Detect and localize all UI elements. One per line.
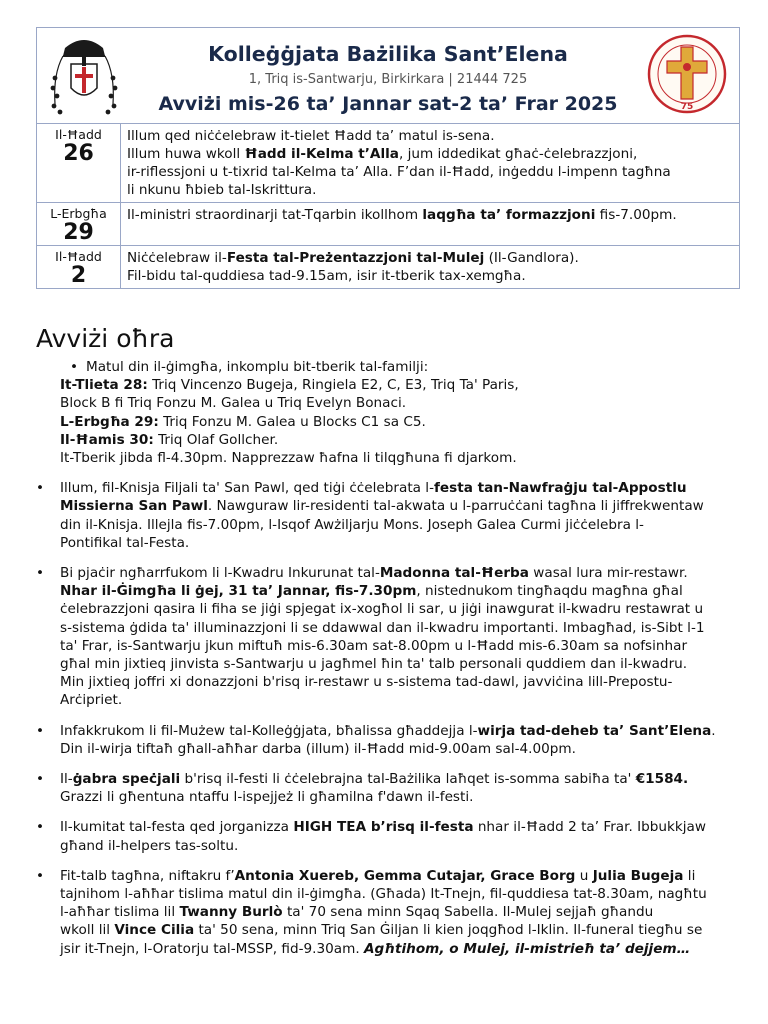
text-run: nhar il-Ħadd 2 ta’ Frar. Ibbukkjaw (473, 819, 706, 836)
text-run: Pontifikal tal-Festa. (60, 534, 190, 551)
day-cell (37, 246, 121, 288)
schedule-row (37, 124, 739, 203)
text-run: u (575, 867, 593, 884)
bold-text-run: €1584. (635, 771, 689, 788)
day-notice (121, 124, 739, 202)
day-number: 29 (63, 220, 94, 245)
street-line (60, 394, 742, 412)
text-run: Fil-bidu tal-quddiesa tad-9.15am, isir it-tberik tax-xemgħa. (127, 268, 526, 284)
bullet-icon: • (36, 480, 45, 497)
notice-line (60, 722, 742, 740)
text-run: Illum, fil-Knisja Filjali ta' San Pawl, qed tiġi ċċelebrata l- (60, 480, 434, 497)
notice-line (60, 582, 742, 600)
other-notices-list (36, 358, 742, 970)
text-run: Il-kumitat tal-festa qed jorganizza (60, 819, 294, 836)
notice-item (36, 867, 742, 958)
bold-text-run: wirja tad-deheb ta’ Sant’Elena (477, 722, 712, 739)
notice-line (127, 249, 739, 267)
notice-line (60, 740, 742, 758)
notice-line (60, 837, 742, 855)
header-frame (36, 27, 740, 289)
text-run: Triq Olaf Gollcher. (153, 431, 279, 448)
text-run: s-sistema ġdida ta' illuminazzjoni li se ddawwal dan il-kwadru importanti. Imbagħad, is-Sibt l-1 (60, 619, 705, 636)
bold-text-run: HIGH TEA b’risq il-festa (293, 819, 474, 836)
notice-line (60, 619, 742, 637)
cardinal-crest-icon (47, 34, 121, 118)
text-run: Infakkrukom li fil-Mużew tal-Kolleġġjata, bħalissa għaddejja l- (60, 722, 478, 739)
bold-text-run: Nhar il-Ġimgħa li ġej, 31 ta’ Jannar, fis-7.30pm (60, 583, 417, 600)
notice-line (60, 788, 742, 806)
notice-item (36, 818, 742, 854)
bold-text-run: Antonia Xuereb, Gemma Cutajar, Grace Borg (234, 867, 576, 884)
day-name: Il-Ħadd (55, 127, 102, 142)
day-notice (121, 246, 739, 288)
notice-line (60, 818, 742, 836)
day-cell (37, 124, 121, 202)
text-run: ta' Frar, is-Santwarju jkun miftuħ mis-6.30am sat-8.00pm u l-Ħadd mis-6.30am sa nofsinhar (60, 637, 688, 654)
bullet-icon: • (36, 867, 45, 884)
bullet-icon: • (36, 722, 45, 739)
schedule-row (37, 203, 739, 246)
text-run: . Nawguraw lir-residenti tal-akwata u l-parruċċani tagħna li jiffrekwentaw (207, 498, 704, 515)
notice-line (60, 516, 742, 534)
blessing-street-list (36, 376, 742, 467)
bold-text-run: Festa tal-Preżentazzjoni tal-Mulej (226, 250, 485, 266)
text-run: Fit-talb tagħna, niftakru f’ (60, 867, 235, 884)
text-run: Triq Vincenzo Bugeja, Ringiela E2, C, E3, Triq Ta' Paris, (147, 377, 519, 394)
text-run: ċelebrazzjoni qasira li fiha se jiġi spjegat ix-xogħol li sar, u jiġi inawgurat il-kwadru restawrat u (60, 601, 704, 618)
text-run: . (711, 722, 716, 739)
bold-text-run: Madonna tal-Ħerba (379, 565, 529, 582)
text-run: ir-riflessjoni u t-tixrid tal-Kelma ta’ Alla. F’dan il-Ħadd, inġeddu l-impenn tagħna (127, 164, 671, 180)
notice-line (60, 479, 742, 497)
bulletin-header (37, 28, 739, 124)
bulletin-date-range: Avviżi mis-26 ta’ Jannar sat-2 ta’ Frar 2025 (158, 93, 618, 115)
basilica-address: 1, Triq is-Santwarju, Birkirkara | 21444 725 (248, 72, 528, 87)
notice-line (60, 867, 742, 885)
street-line (60, 376, 742, 394)
basilica-anniversary-seal-icon (647, 31, 727, 117)
notice-item (36, 770, 742, 806)
notice-line (60, 564, 742, 582)
weekly-schedule (37, 124, 739, 288)
day-cell (37, 203, 121, 245)
notice-line (60, 921, 742, 939)
text-run: It-Tberik jibda fl-4.30pm. Napprezzaw ħafna li tilqgħuna fi djarkom. (60, 450, 517, 467)
text-run: ta' 50 sena, minn Triq San Ġiljan li kien joqgħod l-Iklin. Il-funeral tiegħu se (194, 922, 703, 939)
text-run: Din il-wirja tiftaħ għall-aħħar darba (illum) il-Ħadd mid-9.00am sal-4.00pm. (60, 740, 576, 757)
text-run: għand il-helpers tas-soltu. (60, 837, 239, 854)
bullet-icon: • (70, 359, 79, 375)
bold-text-run: Vince Cilia (114, 922, 195, 939)
notice-line (127, 267, 739, 285)
notice-line (60, 600, 742, 618)
notice-line (60, 673, 742, 691)
bold-italic-text-run: Agħtihom, o Mulej, il-mistrieħ ta’ dejjem… (364, 940, 691, 957)
notice-item (36, 722, 742, 758)
bold-text-run: Il-Ħamis 30: (60, 431, 154, 448)
text-run: jsir it-Tnejn, l-Oratorju tal-MSSP, fid-9.30am. (60, 940, 365, 957)
day-number: 26 (63, 141, 94, 166)
notice-line (127, 206, 739, 224)
bold-text-run: Ħadd il-Kelma t’Alla (244, 146, 399, 162)
schedule-row (37, 246, 739, 288)
text-run: ta' 70 sena minn Sqaq Sabella. Il-Mulej sejjaħ għandu (282, 904, 654, 921)
bullet-icon: • (36, 771, 45, 788)
bold-text-run: L-Erbgħa 29: (60, 413, 159, 430)
text-run: Il-ministri straordinarji tat-Tqarbin ikollhom (127, 207, 423, 223)
text-run: Niċċelebraw il- (127, 250, 227, 266)
text-run: tajnihom l-aħħar tislima matul din il-ġimgħa. (Għada) It-Tnejn, fil-quddiesa tat-8.30am, nagħtu (60, 886, 707, 903)
day-number: 2 (70, 263, 87, 288)
blessing-intro-item (36, 358, 742, 376)
text-run: , nistednukom tingħaqdu magħna għal (416, 583, 683, 600)
day-notice (121, 203, 739, 245)
text-run: Triq Fonzu M. Galea u Blocks C1 sa C5. (158, 413, 426, 430)
notice-line (60, 691, 742, 709)
day-name: L-Erbgħa (50, 206, 107, 221)
notice-line (60, 534, 742, 552)
bold-text-run: Twanny Burlò (179, 904, 283, 921)
blessing-intro-text: Matul din il-ġimgħa, inkomplu bit-tberik tal-familji: (86, 359, 429, 375)
text-run: wasal lura mir-restawr. (528, 565, 688, 582)
svg-text:75: 75 (680, 102, 694, 112)
text-run: Grazzi li għentuna ntaffu l-ispejjeż li għamilna f'dawn il-festi. (60, 789, 474, 806)
text-run: din il-Knisja. Illejla fis-7.00pm, l-Isqof Awżiljarju Mons. Joseph Galea Curmi jiċċelebra l- (60, 516, 644, 533)
text-run: li (683, 867, 696, 884)
bold-text-run: It-Tlieta 28: (60, 377, 148, 394)
text-run: fis-7.00pm. (595, 207, 677, 223)
text-run: Illum qed niċċelebraw it-tielet Ħadd ta’ matul is-sena. (127, 128, 495, 144)
text-run: wkoll lil (60, 922, 115, 939)
basilica-title: Kolleġġjata Bażilika Sant’Elena (208, 42, 568, 66)
text-run: , jum iddedikat għaċ-ċelebrazzjoni, (398, 146, 638, 162)
notice-line (60, 655, 742, 673)
notice-line (60, 885, 742, 903)
bullet-icon: • (36, 565, 45, 582)
bold-text-run: ġabra speċjali (72, 771, 181, 788)
notice-line (127, 163, 739, 181)
text-run: li nkunu ħbieb tal-Iskrittura. (127, 182, 317, 198)
notice-line (60, 637, 742, 655)
notice-line (127, 181, 739, 199)
bold-text-run: Missierna San Pawl (60, 498, 208, 515)
text-run: l-aħħar tislima lil (60, 904, 180, 921)
text-run: Min jixtieq joffri xi donazzjoni b'risq ir-restawr u s-sistema tad-dawl, javviċina lill-Prepostu- (60, 674, 673, 691)
other-notices-heading: Avviżi oħra (36, 324, 175, 353)
notice-line (60, 903, 742, 921)
text-run: (Il-Gandlora). (484, 250, 579, 266)
notice-item (36, 564, 742, 710)
notice-line (60, 497, 742, 515)
bold-text-run: festa tan-Nawfraġju tal-Appostlu (434, 480, 687, 497)
bold-text-run: laqgħa ta’ formazzjoni (422, 207, 596, 223)
bullet-icon: • (36, 819, 45, 836)
day-name: Il-Ħadd (55, 249, 102, 264)
text-run: Il- (60, 771, 73, 788)
notice-item (36, 479, 742, 552)
notice-items (36, 479, 742, 958)
street-line (60, 413, 742, 431)
text-run: b'risq il-festi li ċċelebrajna tal-Bażilika laħqet is-somma sabiħa ta' (180, 771, 636, 788)
notice-line (127, 145, 739, 163)
text-run: Bi pjaċir ngħarrfukom li l-Kwadru Inkurunat tal- (60, 565, 380, 582)
text-run: Block B fi Triq Fonzu M. Galea u Triq Evelyn Bonaci. (60, 395, 407, 412)
notice-line (127, 127, 739, 145)
text-run: Illum huwa wkoll (127, 146, 245, 162)
bold-text-run: Julia Bugeja (592, 867, 684, 884)
street-line (60, 449, 742, 467)
notice-line (60, 770, 742, 788)
street-line (60, 431, 742, 449)
notice-line (60, 940, 742, 958)
text-run: Arċipriet. (60, 692, 123, 709)
text-run: għal min jixtieq jinvista s-Santwarju u jagħmel ħin ta' talb personali quddiem dan il-kwadru. (60, 656, 688, 673)
